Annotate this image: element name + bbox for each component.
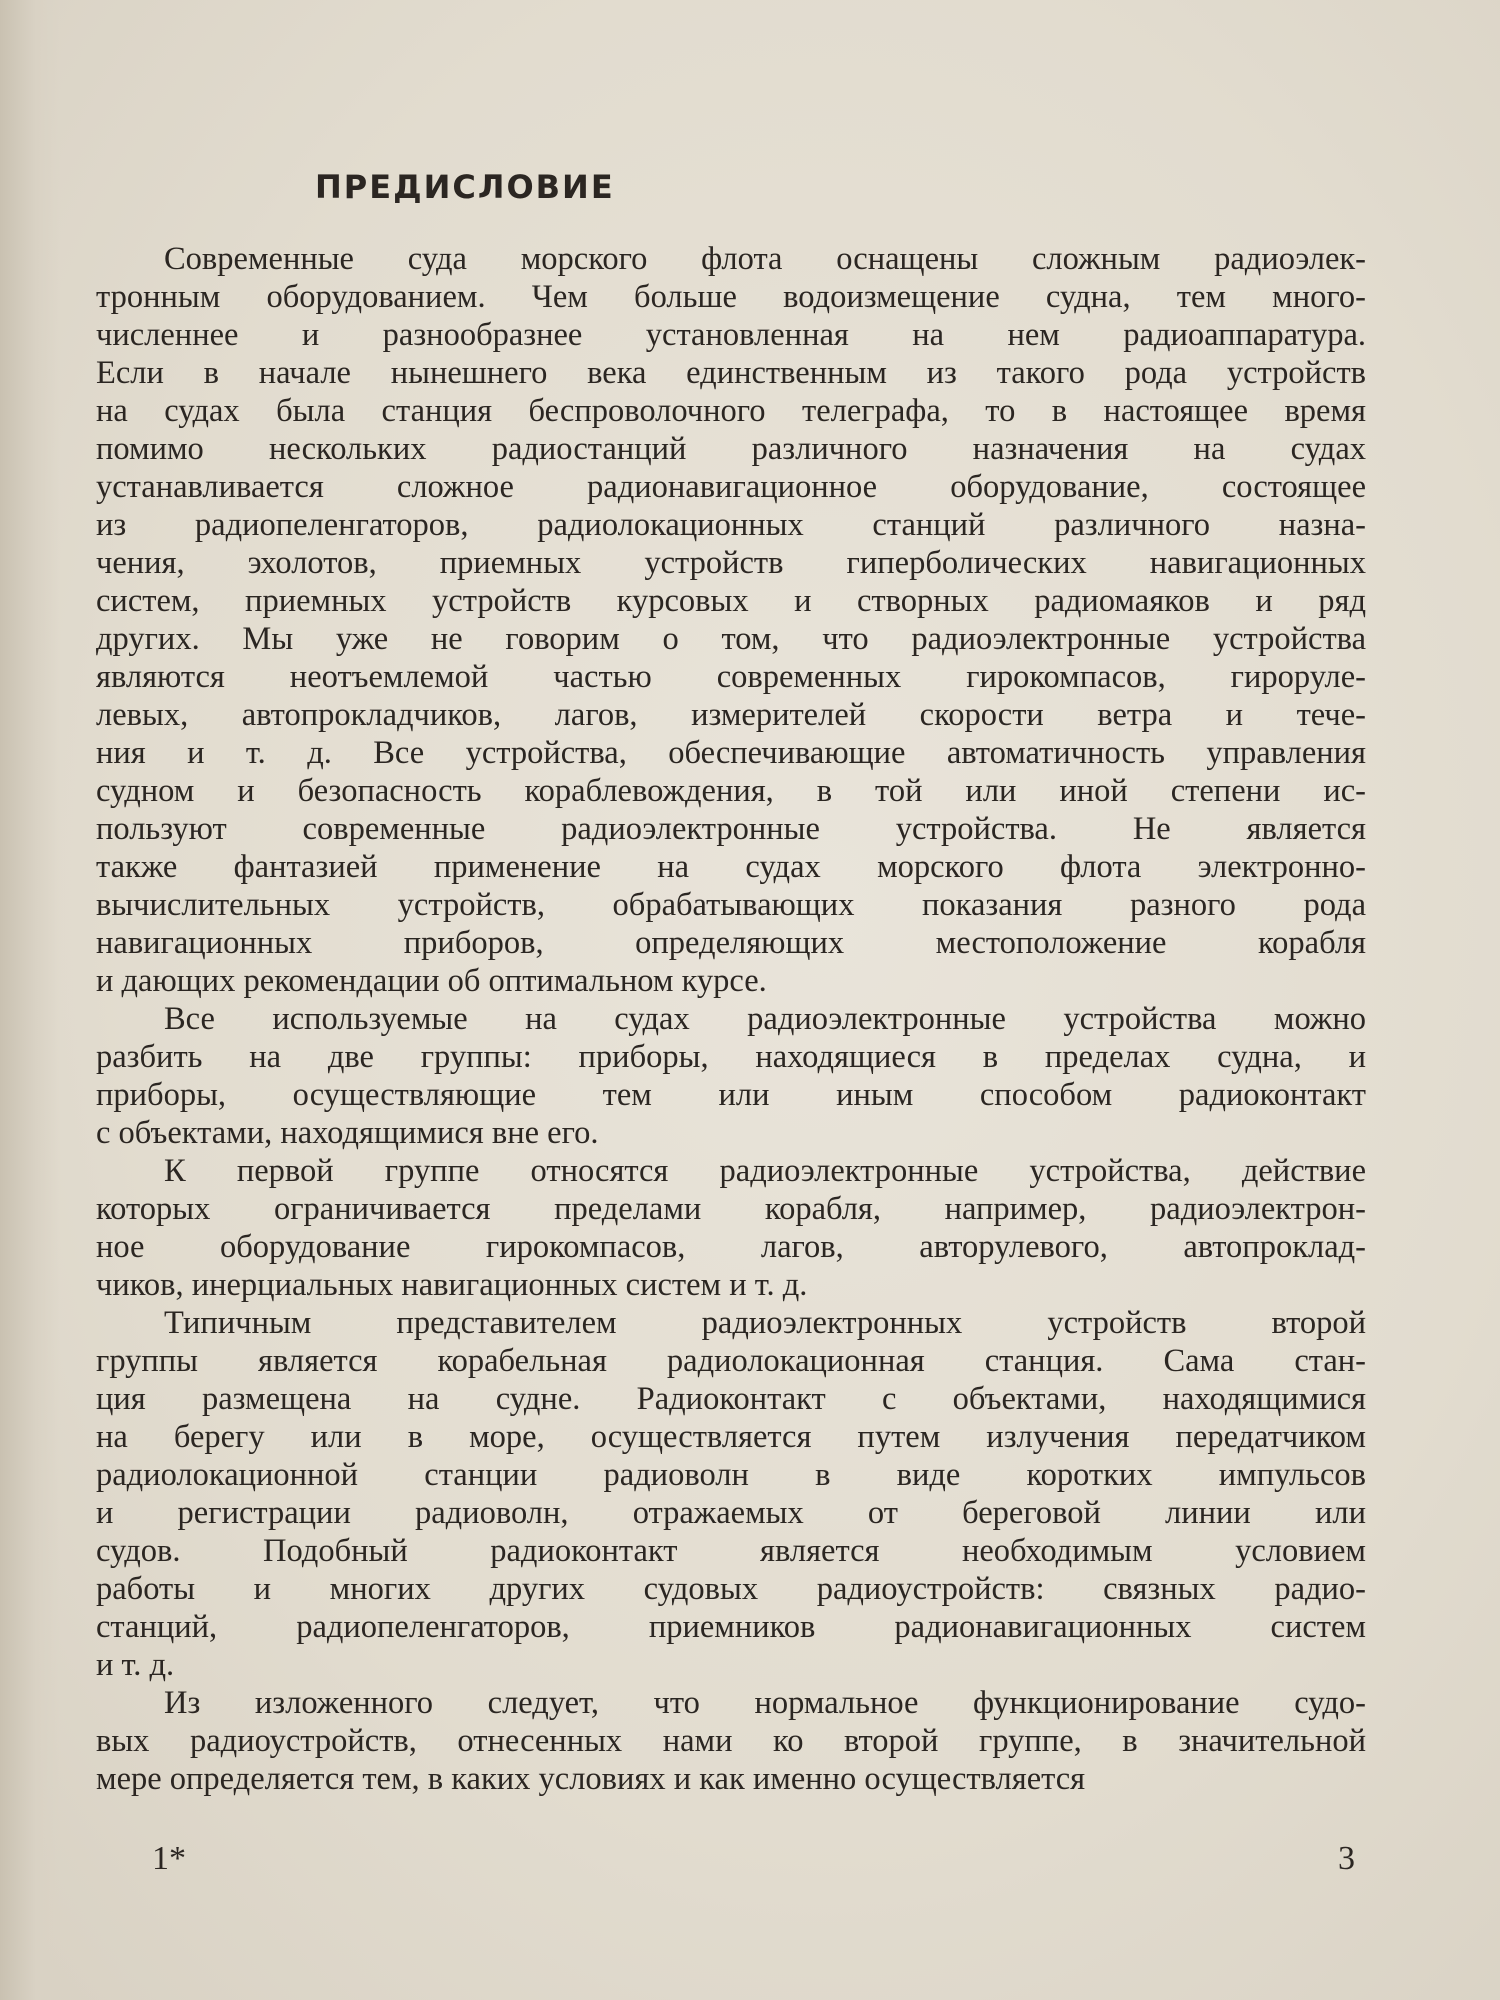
text-line: являются неотъемлемой частью современных гирокомпасов, гироруле- bbox=[96, 659, 1366, 695]
text-line: систем, приемных устройств курсовых и створных радиомаяков и ряд bbox=[96, 583, 1366, 619]
text-line: помимо нескольких радиостанций различного назначения на судах bbox=[96, 431, 1366, 467]
text-line: станций, радиопеленгаторов, приемников радионавигационных систем bbox=[96, 1609, 1366, 1645]
text-line: на берегу или в море, осуществляется путем излучения передатчиком bbox=[96, 1419, 1366, 1455]
page-title: ПРЕДИСЛОВИЕ bbox=[315, 168, 615, 206]
text-line: Все используемые на судах радиоэлектронные устройства можно bbox=[164, 1001, 1366, 1037]
text-line: ное оборудование гирокомпасов, лагов, авторулевого, автопроклад- bbox=[96, 1229, 1366, 1265]
text-line: вых радиоустройств, отнесенных нами ко второй группе, в значительной bbox=[96, 1723, 1366, 1759]
text-line: судном и безопасность кораблевождения, в той или иной степени ис- bbox=[96, 773, 1366, 809]
text-line: с объектами, находящимися вне его. bbox=[96, 1115, 599, 1151]
text-line: радиолокационной станции радиоволн в виде коротких импульсов bbox=[96, 1457, 1366, 1493]
text-line: ция размещена на судне. Радиоконтакт с объектами, находящимися bbox=[96, 1381, 1366, 1417]
text-line: приборы, осуществляющие тем или иным способом радиоконтакт bbox=[96, 1077, 1366, 1113]
text-line: численнее и разнообразнее установленная на нем радиоаппаратура. bbox=[96, 317, 1366, 353]
paragraph bbox=[96, 1152, 1366, 1304]
text-line: чиков, инерциальных навигационных систем и т. д. bbox=[96, 1267, 808, 1303]
text-line: Типичным представителем радиоэлектронных устройств второй bbox=[164, 1305, 1366, 1341]
text-line: Из изложенного следует, что нормальное функционирование судо- bbox=[164, 1685, 1366, 1721]
text-line: мере определяется тем, в каких условиях и как именно осуществляется bbox=[96, 1761, 1086, 1797]
page-number: 3 bbox=[1338, 1840, 1355, 1877]
paragraph bbox=[96, 1000, 1366, 1152]
text-line: и дающих рекомендации об оптимальном курсе. bbox=[96, 963, 767, 999]
paragraph bbox=[96, 1304, 1366, 1684]
text-line: тронным оборудованием. Чем больше водоизмещение судна, тем много- bbox=[96, 279, 1366, 315]
text-line: Современные суда морского флота оснащены сложным радиоэлек- bbox=[164, 241, 1366, 277]
text-line: на судах была станция беспроволочного телеграфа, то в настоящее время bbox=[96, 393, 1366, 429]
text-line: судов. Подобный радиоконтакт является необходимым условием bbox=[96, 1533, 1366, 1569]
text-line: Если в начале нынешнего века единственным из такого рода устройств bbox=[96, 355, 1366, 391]
text-line: левых, автопрокладчиков, лагов, измерителей скорости ветра и тече- bbox=[96, 697, 1366, 733]
text-line: вычислительных устройств, обрабатывающих показания разного рода bbox=[96, 887, 1366, 923]
text-line: устанавливается сложное радионавигационное оборудование, состоящее bbox=[96, 469, 1366, 505]
text-line: которых ограничивается пределами корабля, например, радиоэлектрон- bbox=[96, 1191, 1366, 1227]
text-line: чения, эхолотов, приемных устройств гиперболических навигационных bbox=[96, 545, 1366, 581]
body-text bbox=[96, 240, 1366, 1798]
text-line: разбить на две группы: приборы, находящиеся в пределах судна, и bbox=[96, 1039, 1366, 1075]
text-line: группы является корабельная радиолокационная станция. Сама стан- bbox=[96, 1343, 1366, 1379]
text-line: ния и т. д. Все устройства, обеспечивающие автоматичность управления bbox=[96, 735, 1366, 771]
text-line: пользуют современные радиоэлектронные устройства. Не является bbox=[96, 811, 1366, 847]
text-line: К первой группе относятся радиоэлектронные устройства, действие bbox=[164, 1153, 1366, 1189]
text-line: и регистрации радиоволн, отражаемых от береговой линии или bbox=[96, 1495, 1366, 1531]
text-line: работы и многих других судовых радиоустройств: связных радио- bbox=[96, 1571, 1366, 1607]
text-line: других. Мы уже не говорим о том, что радиоэлектронные устройства bbox=[96, 621, 1366, 657]
text-line: также фантазией применение на судах морского флота электронно- bbox=[96, 849, 1366, 885]
text-line: из радиопеленгаторов, радиолокационных станций различного назна- bbox=[96, 507, 1366, 543]
signature-mark: 1* bbox=[152, 1840, 186, 1877]
text-line: и т. д. bbox=[96, 1647, 175, 1683]
text-line: навигационных приборов, определяющих местоположение корабля bbox=[96, 925, 1366, 961]
paragraph bbox=[96, 240, 1366, 1000]
paragraph bbox=[96, 1684, 1366, 1798]
